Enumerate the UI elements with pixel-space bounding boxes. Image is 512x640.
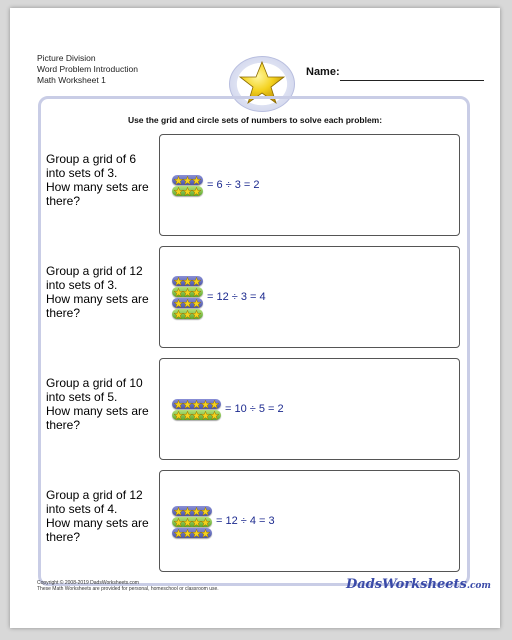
star-icon bbox=[183, 310, 192, 319]
equation-text: = 6 ÷ 3 = 2 bbox=[207, 179, 260, 191]
star-grid bbox=[172, 506, 212, 539]
star-set[interactable] bbox=[172, 506, 212, 516]
star-set[interactable] bbox=[172, 175, 203, 185]
problem-line: Group a grid of 6 bbox=[46, 152, 137, 166]
star-icon bbox=[192, 529, 201, 538]
star-set[interactable] bbox=[172, 309, 203, 319]
problem-line: into sets of 4. bbox=[46, 502, 118, 516]
star-icon bbox=[183, 288, 192, 297]
equation-text: = 12 ÷ 4 = 3 bbox=[216, 515, 275, 527]
star-icon bbox=[192, 400, 201, 409]
star-grid bbox=[172, 175, 203, 197]
star-icon bbox=[192, 176, 201, 185]
answer-box[interactable] bbox=[159, 134, 460, 236]
worksheet-number: Math Worksheet 1 bbox=[37, 75, 106, 85]
problem-line: Group a grid of 12 bbox=[46, 488, 143, 502]
star-icon bbox=[183, 518, 192, 527]
star-icon bbox=[174, 288, 183, 297]
star-icon bbox=[192, 507, 201, 516]
star-icon bbox=[183, 277, 192, 286]
star-grid bbox=[172, 399, 221, 421]
problem-line: there? bbox=[46, 418, 81, 432]
problem-line: there? bbox=[46, 306, 81, 320]
star-icon bbox=[183, 176, 192, 185]
star-icon bbox=[192, 277, 201, 286]
usage-note: These Math Worksheets are provided for personal, homeschool or classroom use. bbox=[37, 586, 219, 592]
star-icon bbox=[174, 529, 183, 538]
star-icon bbox=[183, 507, 192, 516]
equation-text: = 12 ÷ 3 = 4 bbox=[207, 291, 266, 303]
star-icon bbox=[201, 411, 210, 420]
star-icon bbox=[174, 507, 183, 516]
problem-line: there? bbox=[46, 530, 81, 544]
star-set[interactable] bbox=[172, 298, 203, 308]
star-icon bbox=[174, 310, 183, 319]
star-icon bbox=[210, 411, 219, 420]
star-icon bbox=[183, 529, 192, 538]
worksheet-page bbox=[10, 8, 500, 628]
star-set[interactable] bbox=[172, 399, 221, 409]
problem-text bbox=[46, 488, 156, 544]
name-label: Name: bbox=[306, 66, 340, 78]
star-icon bbox=[201, 518, 210, 527]
star-icon bbox=[174, 411, 183, 420]
star-set[interactable] bbox=[172, 186, 203, 196]
star-icon bbox=[201, 400, 210, 409]
problem-text bbox=[46, 152, 156, 208]
star-icon bbox=[201, 507, 210, 516]
equation-text: = 10 ÷ 5 = 2 bbox=[225, 403, 284, 415]
problem-line: Group a grid of 10 bbox=[46, 376, 143, 390]
problem-line: How many sets are bbox=[46, 292, 149, 306]
star-icon bbox=[183, 411, 192, 420]
star-set[interactable] bbox=[172, 517, 212, 527]
star-icon bbox=[183, 299, 192, 308]
problem-line: How many sets are bbox=[46, 404, 149, 418]
problem-line: How many sets are bbox=[46, 516, 149, 530]
worksheet-subtitle: Word Problem Introduction bbox=[37, 64, 138, 74]
problem-text bbox=[46, 376, 156, 432]
star-icon bbox=[192, 187, 201, 196]
site-logo: DadsWorksheets.com bbox=[346, 577, 491, 592]
star-icon bbox=[183, 400, 192, 409]
star-icon bbox=[192, 518, 201, 527]
star-icon bbox=[201, 529, 210, 538]
star-icon bbox=[174, 187, 183, 196]
problem-line: into sets of 3. bbox=[46, 166, 118, 180]
problem-line: there? bbox=[46, 194, 81, 208]
worksheet-title: Picture Division bbox=[37, 53, 96, 63]
answer-box[interactable] bbox=[159, 246, 460, 348]
star-icon bbox=[183, 187, 192, 196]
star-icon bbox=[210, 400, 219, 409]
star-icon bbox=[174, 299, 183, 308]
star-icon bbox=[192, 411, 201, 420]
copyright-text: Copyright © 2008-2019 DadsWorksheets.com bbox=[37, 580, 139, 586]
worksheet-header bbox=[37, 53, 138, 86]
problem-line: into sets of 3. bbox=[46, 278, 118, 292]
star-icon bbox=[192, 299, 201, 308]
star-icon bbox=[174, 400, 183, 409]
answer-box[interactable] bbox=[159, 470, 460, 572]
star-icon bbox=[192, 310, 201, 319]
problem-line: How many sets are bbox=[46, 180, 149, 194]
star-icon bbox=[174, 518, 183, 527]
problem-text bbox=[46, 264, 156, 320]
footer bbox=[37, 580, 219, 592]
problem-line: Group a grid of 12 bbox=[46, 264, 143, 278]
star-icon bbox=[174, 277, 183, 286]
star-icon bbox=[192, 288, 201, 297]
name-field-line[interactable] bbox=[340, 80, 484, 81]
star-set[interactable] bbox=[172, 410, 221, 420]
star-grid bbox=[172, 276, 203, 320]
instruction-text: Use the grid and circle sets of numbers to solve each problem: bbox=[127, 115, 383, 125]
star-set[interactable] bbox=[172, 276, 203, 286]
star-icon bbox=[174, 176, 183, 185]
problem-line: into sets of 5. bbox=[46, 390, 118, 404]
answer-box[interactable] bbox=[159, 358, 460, 460]
star-set[interactable] bbox=[172, 528, 212, 538]
star-set[interactable] bbox=[172, 287, 203, 297]
